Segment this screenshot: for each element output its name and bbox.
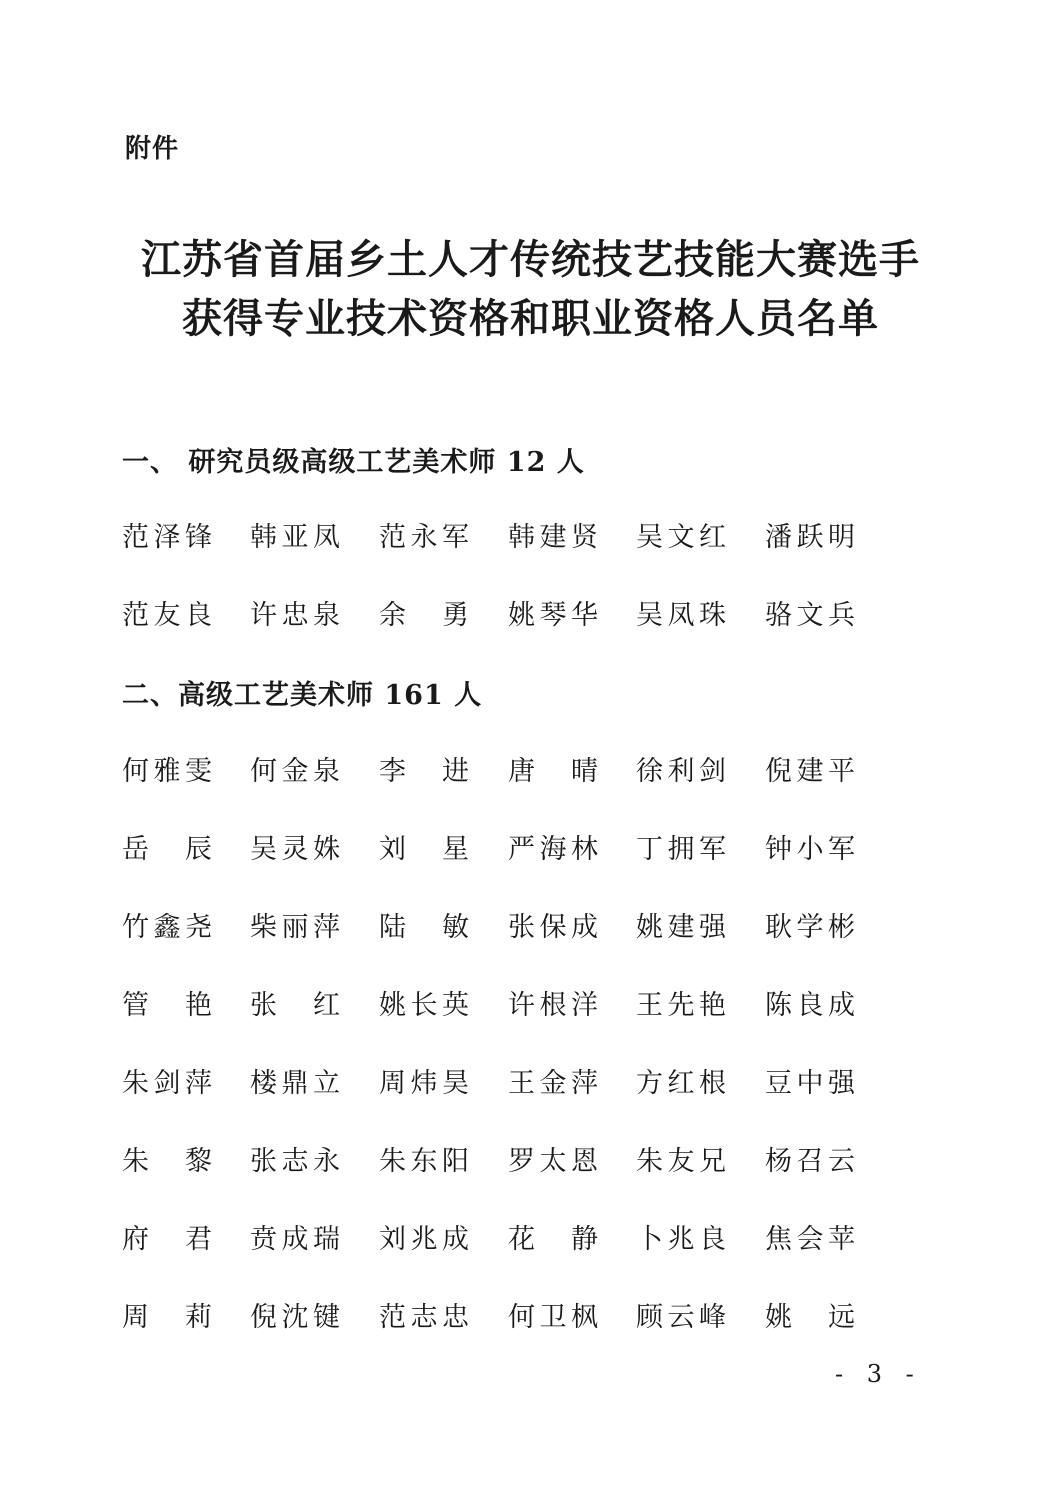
person-name: 范 永 军	[379, 522, 469, 553]
person-name: 何 卫 枫	[508, 1302, 598, 1333]
attachment-label: 附件	[125, 134, 180, 164]
person-name: 柴 丽 萍	[250, 912, 340, 943]
person-name: 周 炜 昊	[379, 1068, 469, 1099]
person-name: 姚 长 英	[379, 990, 469, 1021]
person-name: 朱 友 兄	[636, 1146, 726, 1177]
person-name: 许 忠 泉	[250, 600, 340, 631]
person-name: 吴 灵 姝	[250, 834, 340, 865]
person-name: 朱 黎	[122, 1146, 212, 1177]
person-name: 吴 凤 珠	[636, 600, 726, 631]
person-name: 钟 小 军	[765, 834, 855, 865]
person-name: 张 红	[250, 990, 340, 1021]
person-name: 王 金 萍	[508, 1068, 598, 1099]
person-name: 徐 利 剑	[636, 756, 726, 787]
person-name: 杨 召 云	[765, 1146, 855, 1177]
person-name: 陈 良 成	[765, 990, 855, 1021]
document-title-line-2: 获得专业技术资格和职业资格人员名单	[182, 296, 879, 342]
person-name: 周 莉	[122, 1302, 212, 1333]
person-name: 朱 剑 萍	[122, 1068, 212, 1099]
document-title-line-1: 江苏省首届乡土人才传统技艺技能大赛选手	[141, 237, 920, 283]
section-heading-senior: 二、高级工艺美术师 161 人	[122, 680, 483, 711]
person-name: 唐 晴	[508, 756, 598, 787]
person-name: 严 海 林	[508, 834, 598, 865]
person-name: 王 先 艳	[636, 990, 726, 1021]
person-name: 朱 东 阳	[379, 1146, 469, 1177]
person-name: 范 志 忠	[379, 1302, 469, 1333]
person-name: 陆 敏	[379, 912, 469, 943]
person-name: 姚 建 强	[636, 912, 726, 943]
person-name: 刘 星	[379, 834, 469, 865]
person-name: 丁 拥 军	[636, 834, 726, 865]
person-name: 韩 亚 凤	[250, 522, 340, 553]
person-name: 李 进	[379, 756, 469, 787]
person-name: 罗 太 恩	[508, 1146, 598, 1177]
person-name: 焦 会 苹	[765, 1224, 855, 1255]
person-name: 管 艳	[122, 990, 212, 1021]
person-name: 范 泽 锋	[122, 522, 212, 553]
person-name: 张 保 成	[508, 912, 598, 943]
person-name: 府 君	[122, 1224, 212, 1255]
section-heading-researcher: 一、 研究员级高级工艺美术师 12 人	[122, 447, 585, 478]
person-name: 耿 学 彬	[765, 912, 855, 943]
person-name: 何 金 泉	[250, 756, 340, 787]
person-name: 张 志 永	[250, 1146, 340, 1177]
person-name: 楼 鼎 立	[250, 1068, 340, 1099]
person-name: 豆 中 强	[765, 1068, 855, 1099]
person-name: 花 静	[508, 1224, 598, 1255]
person-name: 顾 云 峰	[636, 1302, 726, 1333]
person-name: 吴 文 红	[636, 522, 726, 553]
person-name: 姚 琴 华	[508, 600, 598, 631]
person-name: 竹 鑫 尧	[122, 912, 212, 943]
person-name: 范 友 良	[122, 600, 212, 631]
person-name: 贲 成 瑞	[250, 1224, 340, 1255]
person-name: 余 勇	[379, 600, 469, 631]
person-name: 刘 兆 成	[379, 1224, 469, 1255]
person-name: 倪 沈 键	[250, 1302, 340, 1333]
person-name: 倪 建 平	[765, 756, 855, 787]
person-name: 方 红 根	[636, 1068, 726, 1099]
person-name: 何 雅 雯	[122, 756, 212, 787]
person-name: 许 根 洋	[508, 990, 598, 1021]
person-name: 岳 辰	[122, 834, 212, 865]
person-name: 卜 兆 良	[636, 1224, 726, 1255]
person-name: 韩 建 贤	[508, 522, 598, 553]
person-name: 骆 文 兵	[765, 600, 855, 631]
person-name: 姚 远	[765, 1302, 855, 1333]
page-number: - 3 -	[835, 1360, 922, 1388]
person-name: 潘 跃 明	[765, 522, 855, 553]
